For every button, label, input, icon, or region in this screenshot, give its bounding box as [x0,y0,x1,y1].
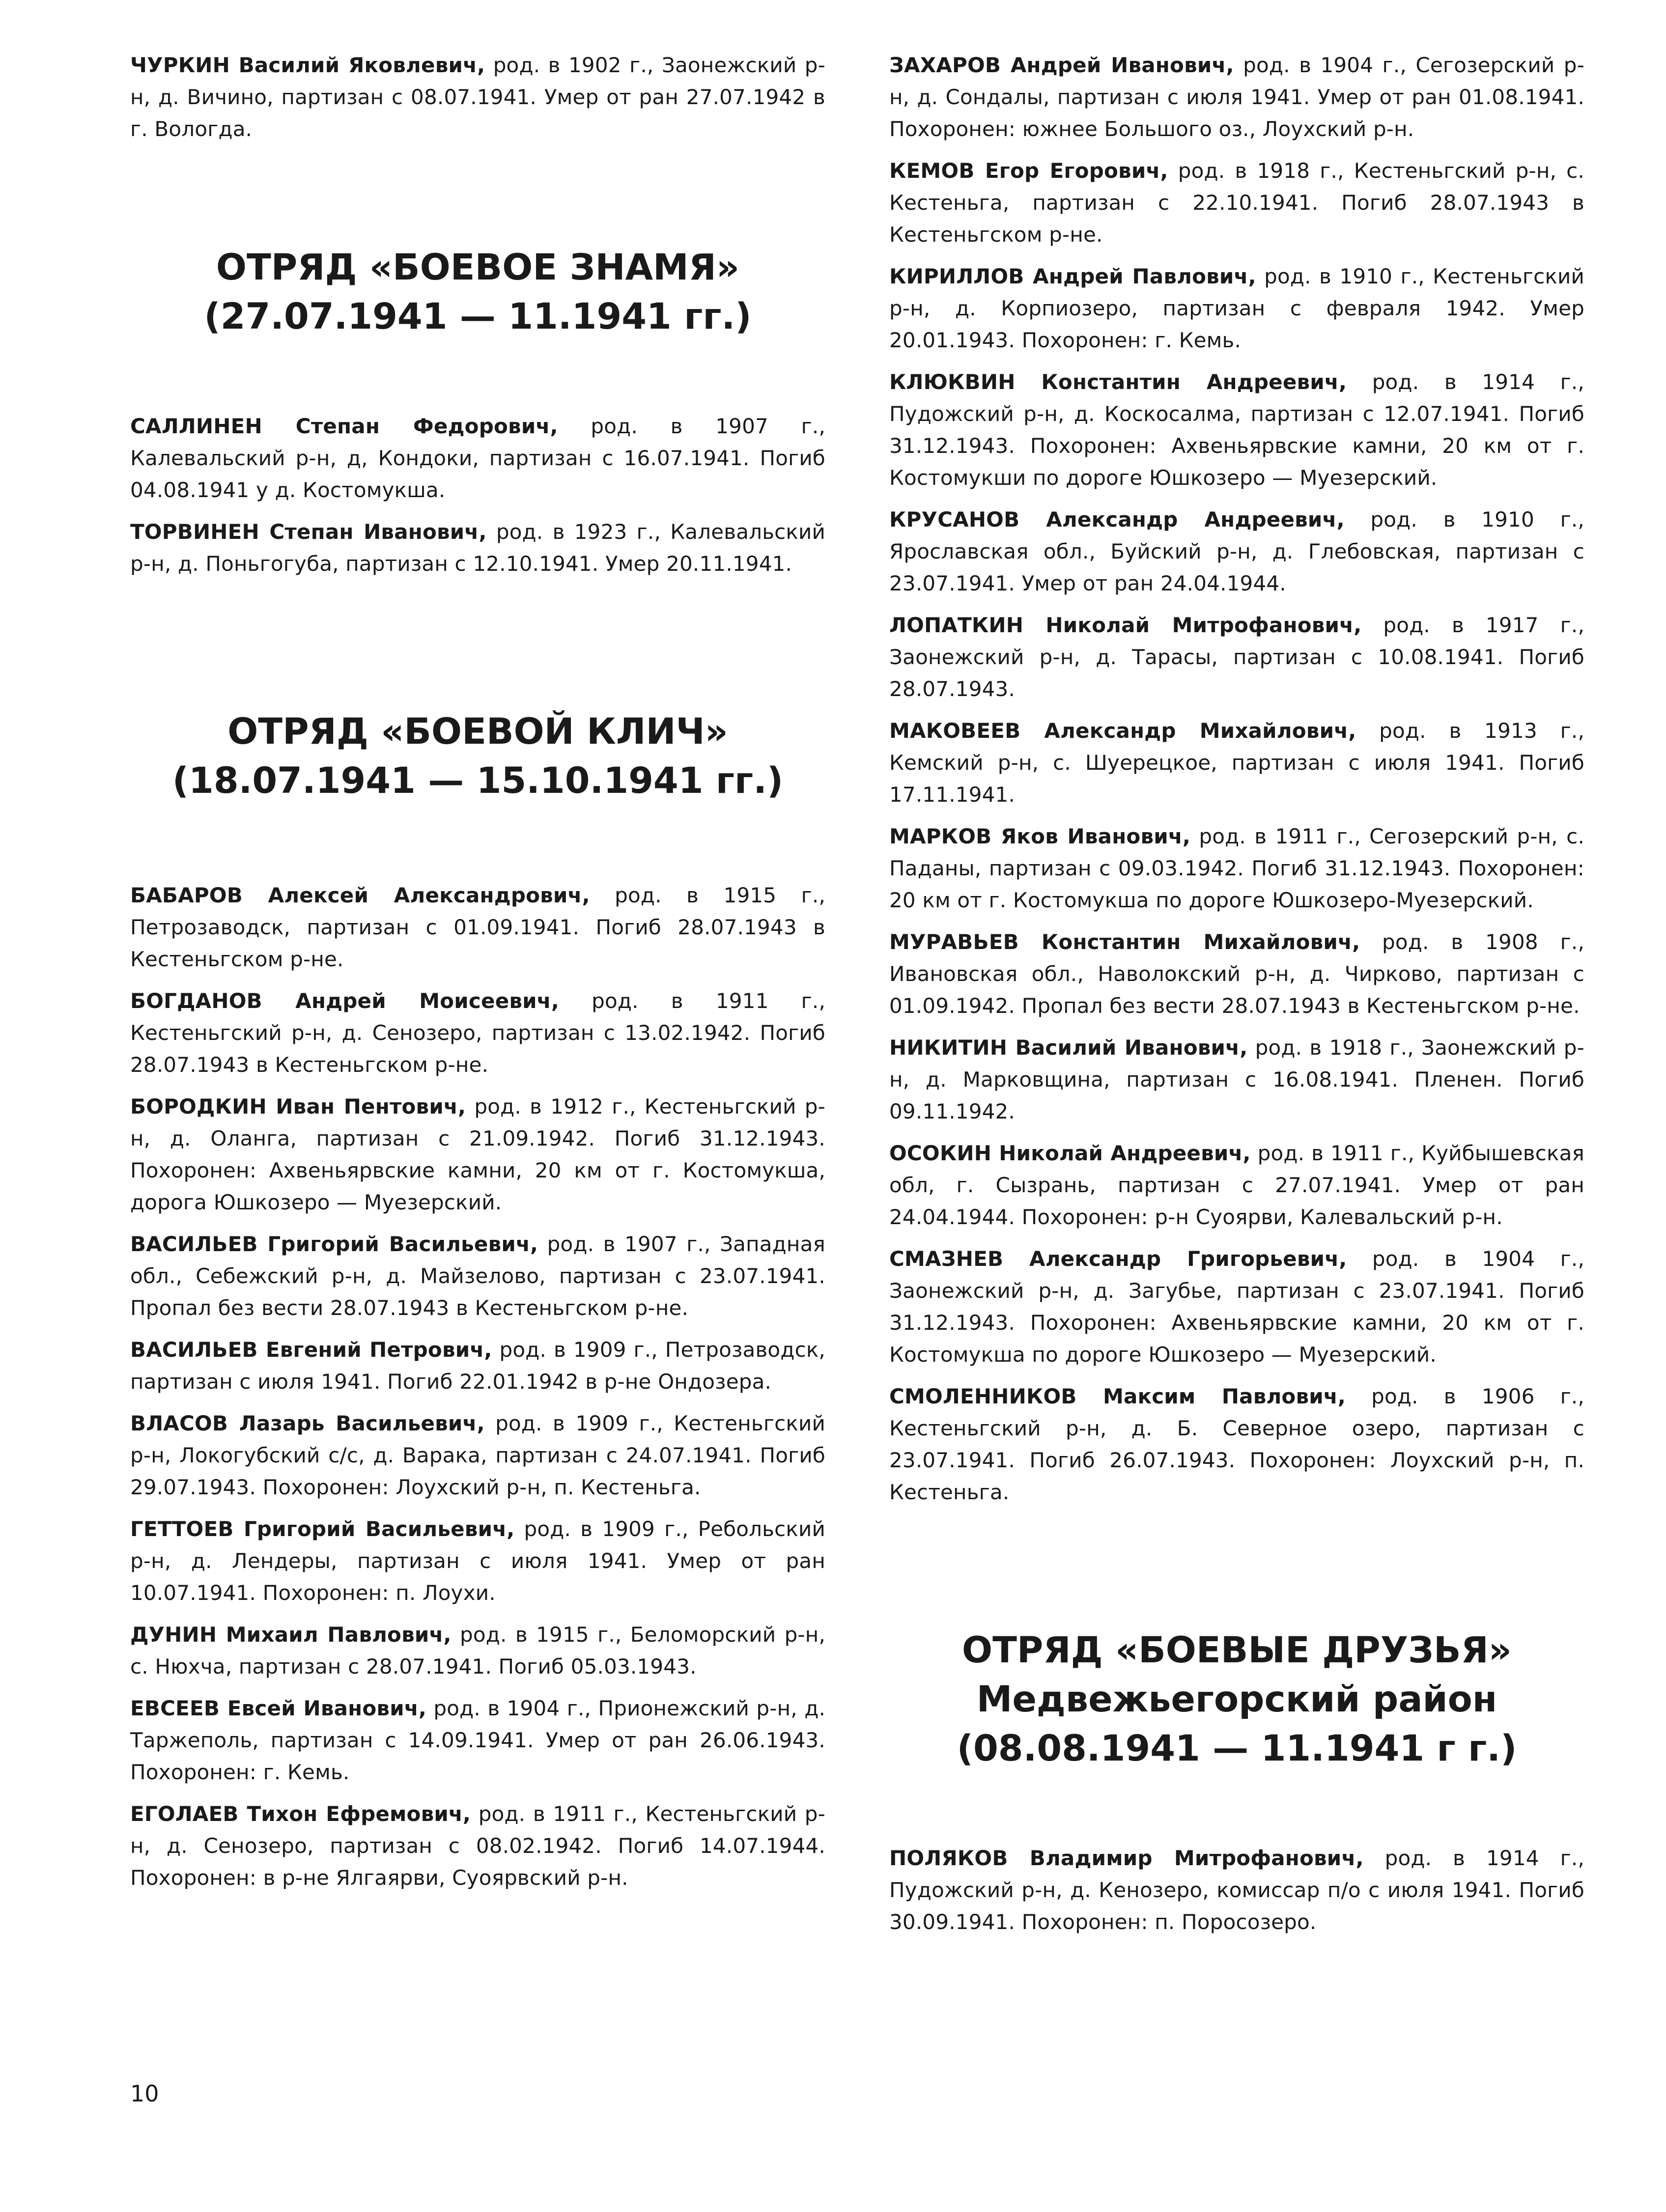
person-name: КЕМОВ Егор Егорович, [889,159,1168,183]
person-details: род. в 1911 г., Куйбышевская обл, г. Сызрань, партизан с 27.07.1941. Умер от ран 24.04.1944. Похоронен: р-н Суоярви, Калевальский р-н. [889,1141,1584,1229]
person-details: род. в 1917 г., Заонежский р-н, д. Тарасы, партизан с 10.08.1941. Погиб 28.07.1943. [889,613,1584,701]
person-details: род. в 1909 г., Кестеньгский р-н, Локогубский с/с, д. Варака, партизан с 24.07.1941. Погиб 29.07.1943. Похоронен: Лоухский р-н, п. Кестеньга. [130,1411,826,1499]
list-item [130,1334,825,1398]
heading-line: (08.08.1941 — 11.1941 г г.) [957,1728,1517,1769]
person-details: род. в 1911 г., Кестеньгский р-н, д. Сенозеро, партизан с 08.02.1942. Погиб 14.07.1944. Похоронен: в р-не Ялгаярви, Суоярвский р-н. [130,1802,826,1890]
list-item [889,366,1584,494]
person-name: ЗАХАРОВ Андрей Иванович, [889,53,1234,77]
left-column [130,49,825,1904]
person-details: род. в 1909 г., Петрозаводск, партизан с июля 1941. Погиб 22.01.1942 в р-не Ондозера. [130,1338,825,1394]
person-name: МУРАВЬЕВ Константин Михайлович, [889,930,1360,954]
list-item [130,985,825,1081]
person-name: ОСОКИН Николай Андреевич, [889,1141,1251,1165]
list-item [889,820,1584,916]
person-details: род. в 1907 г., Западная обл., Себежский р-н, д. Майзелово, партизан с 23.07.1941. Пропал без вести 28.07.1943 в Кестеньгском р-не. [130,1232,825,1320]
section-heading-boevye-druzya [889,1626,1584,1773]
list-item [130,516,825,580]
list-item [889,1032,1584,1127]
list-item [130,1798,825,1894]
list-item [889,1380,1584,1508]
person-name: ВАСИЛЬЕВ Григорий Васильевич, [130,1232,538,1256]
person-name: СМАЗНЕВ Александр Григорьевич, [889,1247,1347,1271]
person-details: род. в 1918 г., Кестеньгский р-н, с. Кестеньга, партизан с 22.10.1941. Погиб 28.07.1943 в Кестеньгском р-не. [889,159,1584,247]
person-name: ЧУРКИН Василий Яковлевич, [130,53,485,77]
person-name: КРУСАНОВ Александр Андреевич, [889,507,1345,532]
heading-line: (27.07.1941 — 11.1941 гг.) [204,296,752,337]
person-name: СМОЛЕННИКОВ Максим Павлович, [889,1384,1346,1408]
person-details: род. в 1915 г., Петрозаводск, партизан с 01.09.1941. Погиб 28.07.1943 в Кестеньгском р-не. [130,883,825,971]
person-details: род. в 1912 г., Кестеньгский р-н, д. Оланга, партизан с 21.09.1942. Погиб 31.12.1943. Похоронен: Ахвеньярвские камни, 20 км от г. Костомукша, дорога Юшкозеро — Муезерский. [130,1094,825,1214]
list-item [889,155,1584,251]
heading-line: ОТРЯД «БОЕВОЕ ЗНАМЯ» [216,247,740,288]
person-name: ЛОПАТКИН Николай Митрофанович, [889,613,1362,637]
person-details: род. в 1915 г., Беломорский р-н, с. Нюхча, партизан с 28.07.1941. Погиб 05.03.1943. [130,1623,825,1679]
heading-line: Медвежьегорский район [976,1679,1497,1720]
heading-line: (18.07.1941 — 15.10.1941 гг.) [172,760,784,802]
person-details: род. в 1910 г., Кестеньгский р-н, д. Корпиозеро, партизан с февраля 1942. Умер 20.01.1943. Похоронен: г. Кемь. [889,264,1585,352]
person-name: ВАСИЛЬЕВ Евгений Петрович, [130,1338,492,1362]
list-item [889,1243,1584,1371]
list-item [130,1228,825,1324]
heading-line: ОТРЯД «БОЕВЫЕ ДРУЗЬЯ» [962,1629,1512,1671]
person-details: род. в 1911 г., Кестеньгский р-н, д. Сенозеро, партизан с 13.02.1942. Погиб 28.07.1943 в Кестеньгском р-не. [130,989,825,1077]
person-name: БОРОДКИН Иван Пентович, [130,1094,466,1119]
list-item [130,879,825,975]
person-details: род. в 1906 г., Кестеньгский р-н, д. Б. Северное озеро, партизан с 23.07.1941. Погиб 26.07.1943. Похоронен: Лоухский р-н, п. Кестеньга. [889,1384,1584,1504]
list-item [130,410,825,506]
person-name: ЕВСЕЕВ Евсей Иванович, [130,1696,427,1720]
person-details: род. в 1914 г., Пудожский р-н, д. Кенозеро, комиссар п/о с июля 1941. Погиб 30.09.1941. Похоронен: п. Поросозеро. [889,1846,1585,1934]
person-details: род. в 1913 г., Кемский р-н, с. Шуерецкое, партизан с июля 1941. Погиб 17.11.1941. [889,719,1584,807]
list-item [889,609,1584,705]
person-details: род. в 1910 г., Ярославская обл., Буйский р-н, д. Глебовская, партизан с 23.07.1941. Умер от ран 24.04.1944. [889,507,1584,595]
person-details: род. в 1902 г., Заонежский р-н, д. Вичино, партизан с 08.07.1941. Умер от ран 27.07.1942 в г. Вологда. [130,53,825,141]
person-name: ЕГОЛАЕВ Тихон Ефремович, [130,1802,471,1826]
person-name: НИКИТИН Василий Иванович, [889,1036,1248,1060]
person-name: МАКОВЕЕВ Александр Михайлович, [889,719,1356,743]
list-item [130,49,825,145]
person-name: ВЛАСОВ Лазарь Васильевич, [130,1411,485,1435]
page-number: 10 [130,2080,159,2107]
list-item [889,49,1584,145]
person-name: БАБАРОВ Алексей Александрович, [130,883,590,907]
person-name: САЛЛИНЕН Степан Федорович, [130,414,558,438]
person-details: род. в 1908 г., Ивановская обл., Наволокский р-н, д. Чирково, партизан с 01.09.1942. Пропал без вести 28.07.1943 в Кестеньгском р-не. [889,930,1584,1018]
list-item [889,1842,1584,1938]
list-item [889,715,1584,811]
person-details: род. в 1907 г., Калевальский р-н, д, Кондоки, партизан с 16.07.1941. Погиб 04.08.1941 у д. Костомукша. [130,414,825,502]
list-item [130,1407,825,1503]
person-name: КЛЮКВИН Константин Андреевич, [889,370,1347,394]
list-item [889,504,1584,599]
person-name: ПОЛЯКОВ Владимир Митрофанович, [889,1846,1364,1870]
list-item [889,260,1584,356]
person-details: род. в 1904 г., Прионежский р-н, д. Таржеполь, партизан с 14.09.1941. Умер от ран 26.06.1943. Похоронен: г. Кемь. [130,1696,826,1784]
person-name: ДУНИН Михаил Павлович, [130,1623,452,1647]
person-details: род. в 1904 г., Заонежский р-н, д. Загубье, партизан с 23.07.1941. Погиб 31.12.1943. Похоронен: Ахвеньярвские камни, 20 км от г. Костомукша по дороге Юшкозеро — Муезерский. [889,1247,1584,1367]
person-name: КИРИЛЛОВ Андрей Павлович, [889,264,1256,288]
section-heading-boevoe-znamya [130,243,825,341]
heading-line: ОТРЯД «БОЕВОЙ КЛИЧ» [227,711,728,753]
person-details: род. в 1904 г., Сегозерский р-н, д. Сондалы, партизан с июля 1941. Умер от ран 01.08.1941. Похоронен: южнее Большого оз., Лоухский р-н. [889,53,1584,141]
list-item [130,1091,825,1218]
person-details: род. в 1909 г., Ребольский р-н, д. Лендеры, партизан с июля 1941. Умер от ран 10.07.1941. Похоронен: п. Лоухи. [130,1517,825,1605]
person-name: ТОРВИНЕН Степан Иванович, [130,520,487,544]
person-name: ГЕТТОЕВ Григорий Васильевич, [130,1517,515,1541]
list-item [889,1137,1584,1233]
list-item [889,926,1584,1022]
right-column [889,49,1584,1948]
section-heading-boevoy-klich [130,707,825,806]
person-details: род. в 1918 г., Заонежский р-н, д. Марковщина, партизан с 16.08.1941. Пленен. Погиб 09.11.1942. [889,1036,1584,1123]
person-name: МАРКОВ Яков Иванович, [889,824,1191,848]
person-details: род. в 1911 г., Сегозерский р-н, с. Паданы, партизан с 09.03.1942. Погиб 31.12.1943. Похоронен: 20 км от г. Костомукша по дороге Юшкозеро-Муезерский. [889,824,1584,912]
person-details: род. в 1914 г., Пудожский р-н, д. Коскосалма, партизан с 12.07.1941. Погиб 31.12.1943. Похоронен: Ахвеньярвские камни, 20 км от г. Костомукши по дороге Юшкозеро — Муезерский. [889,370,1584,490]
list-item [130,1692,825,1788]
person-details: род. в 1923 г., Калевальский р-н, д. Поньгогуба, партизан с 12.10.1941. Умер 20.11.1941. [130,520,825,576]
list-item [130,1513,825,1609]
list-item [130,1619,825,1682]
person-name: БОГДАНОВ Андрей Моисеевич, [130,989,559,1013]
